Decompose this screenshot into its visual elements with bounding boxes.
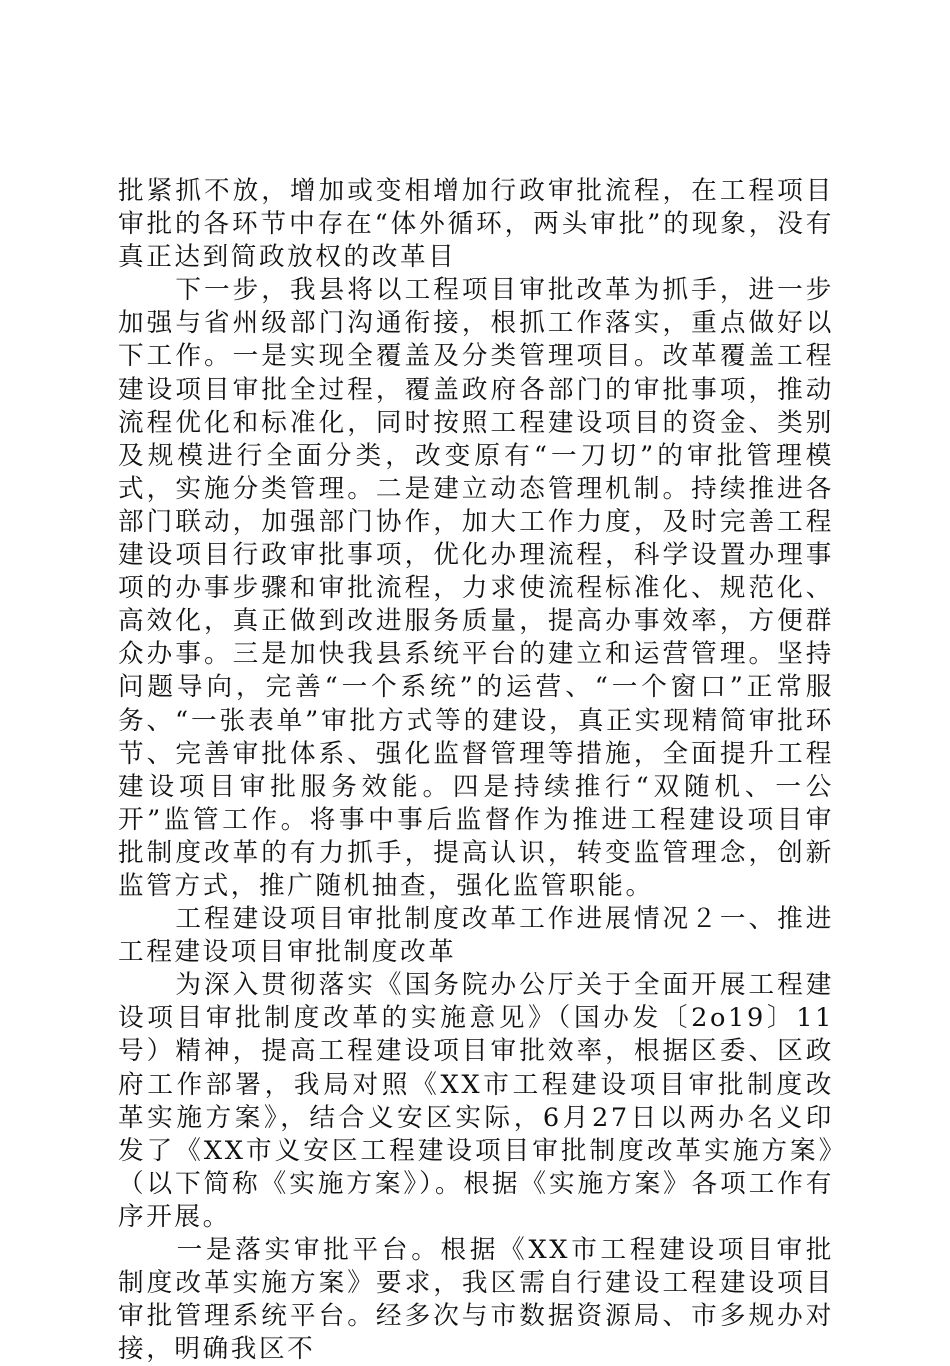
paragraph-5: 一是落实审批平台。根据《XX市工程建设项目审批制度改革实施方案》要求，我区需自行建设工程建设项目审批管理系统平台。经多次与市数据资源局、市多规办对接，明确我区不 (118, 1235, 834, 1365)
paragraph-4: 为深入贯彻落实《国务院办公厅关于全面开展工程建设项目审批制度改革的实施意见》（国办发〔2o19〕11号）精神，提高工程建设项目审批效率，根据区委、区政府工作部署，我局对照《XX市工程建设项目审批制度改革实施方案》，结合义安区实际，6月27日以两办名义印发了《XX市义安区工程建设项目审批制度改革实施方案》（以下简称《实施方案》）。根据《实施方案》各项工作有序开展。 (118, 970, 834, 1232)
document-body (118, 175, 834, 1366)
paragraph-3: 工程建设项目审批制度改革工作进展情况２一、推进工程建设项目审批制度改革 (118, 904, 834, 968)
paragraph-1: 批紧抓不放，增加或变相增加行政审批流程，在工程项目审批的各环节中存在“体外循环，两头审批”的现象，没有真正达到简政放权的改革目 (118, 176, 834, 273)
paragraph-2: 下一步，我县将以工程项目审批改革为抓手，进一步加强与省州级部门沟通衔接，根抓工作落实，重点做好以下工作。一是实现全覆盖及分类管理项目。改革覆盖工程建设项目审批全过程，覆盖政府各部门的审批事项，推动流程优化和标准化，同时按照工程建设项目的资金、类别及规模进行全面分类，改变原有“一刀切”的审批管理模式，实施分类管理。二是建立动态管理机制。持续推进各部门联动，加强部门协作，加大工作力度，及时完善工程建设项目行政审批事项，优化办理流程，科学设置办理事项的办事步骤和审批流程，力求使流程标准化、规范化、高效化，真正做到改进服务质量，提高办事效率，方便群众办事。三是加快我县系统平台的建立和运营管理。坚持问题导向，完善“一个系统”的运营、“一个窗口”正常服务、“一张表单”审批方式等的建设，真正实现精简审批环节、完善审批体系、强化监督管理等措施，全面提升工程建设项目审批服务效能。四是持续推行“双随机、一公开”监管工作。将事中事后监督作为推进工程建设项目审批制度改革的有力抓手，提高认识，转变监管理念，创新监管方式，推广随机抽查，强化监管职能。 (118, 275, 834, 901)
